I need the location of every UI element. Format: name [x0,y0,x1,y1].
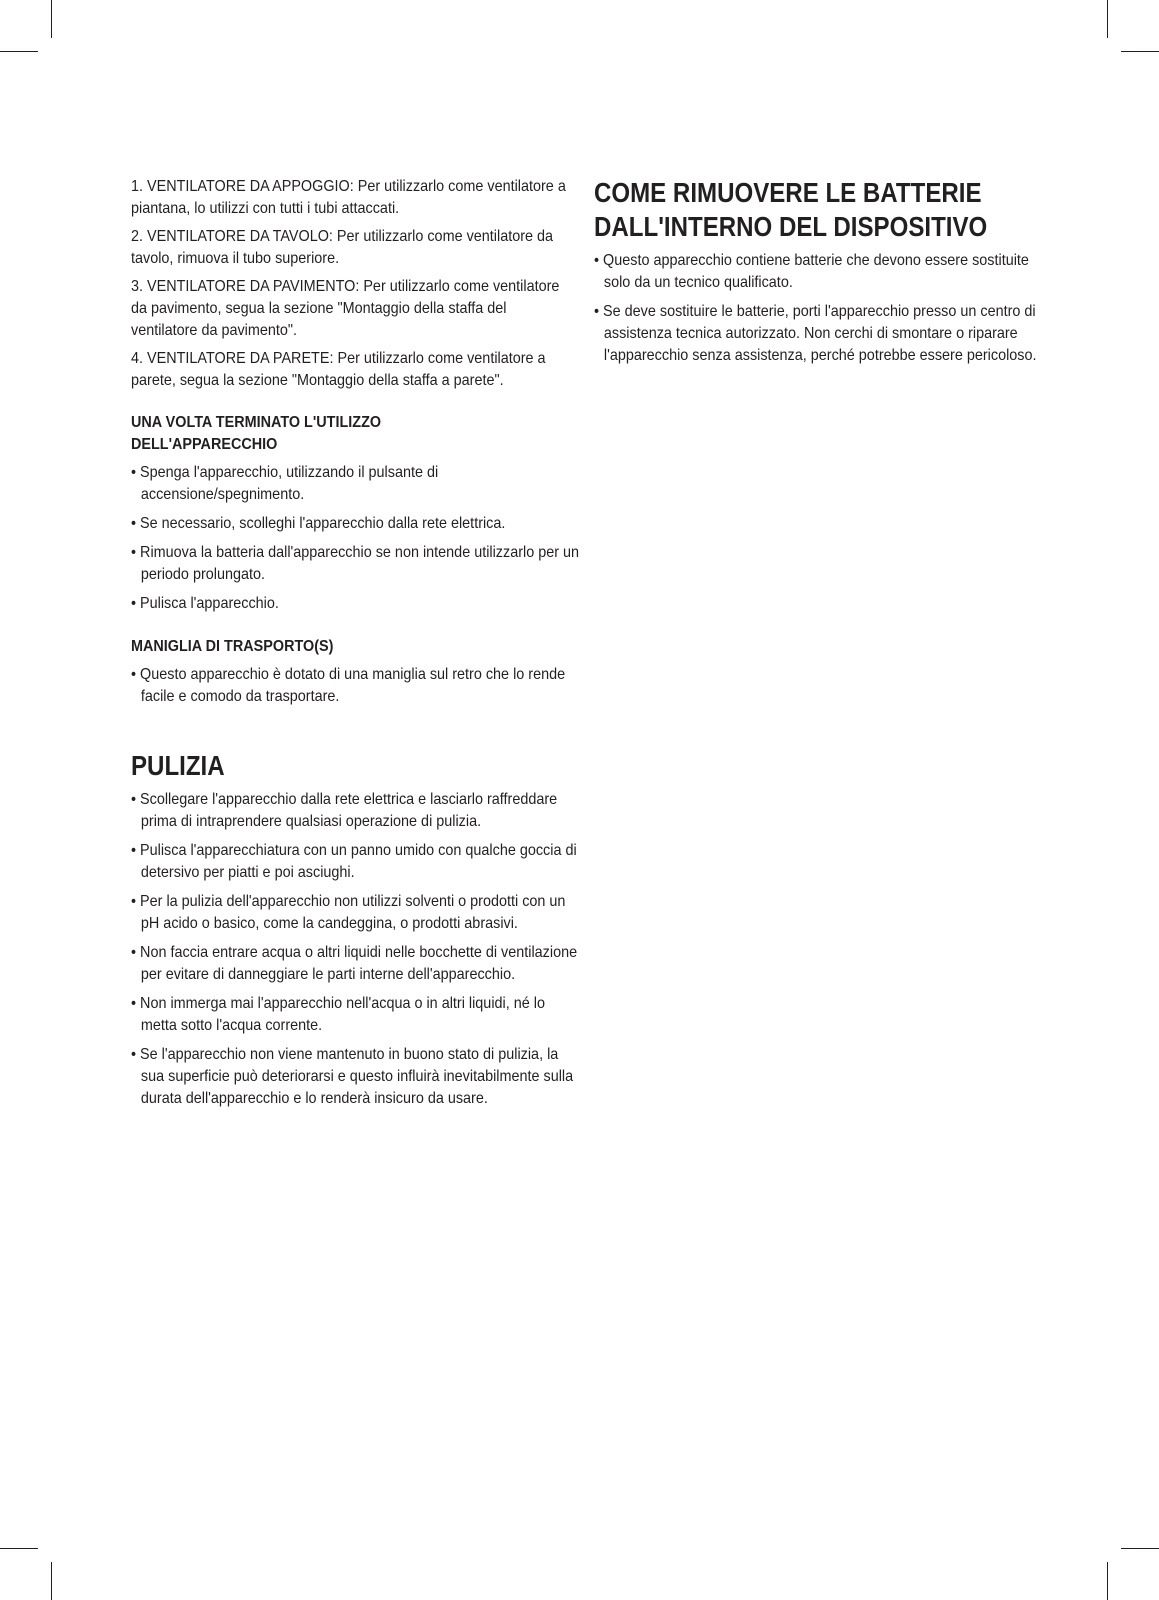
after-use-list [131,462,580,615]
right-column [594,176,1037,374]
list-item: • Se l'apparecchio non viene mantenuto in buono stato di pulizia, la sua superficie può deteriorarsi e questo influirà inevitabilmente sulla durata dell'apparecchio e lo renderà insicuro da usare. [131,1044,580,1110]
crop-mark [0,1548,38,1549]
list-item: • Spenga l'apparecchio, utilizzando il pulsante di accensione/spegnimento. [131,462,580,506]
list-item: • Se deve sostituire le batterie, porti l'apparecchio presso un centro di assistenza tecnica autorizzato. Non cerchi di smontare o riparare l'apparecchio senza assistenza, perché potrebbe essere pericoloso. [594,301,1043,367]
cleaning-list [131,789,578,1110]
crop-mark [1121,51,1159,52]
crop-mark [51,1562,52,1600]
crop-mark [0,51,38,52]
list-item: • Rimuova la batteria dall'apparecchio se non intende utilizzarlo per un periodo prolungato. [131,542,580,586]
mode-floor: 3. VENTILATORE DA PAVIMENTO: Per utilizzarlo come ventilatore da pavimento, segua la sezione "Montaggio della staffa del ventilatore da pavimento". [131,278,560,339]
list-item: • Questo apparecchio è dotato di una maniglia sul retro che lo rende facile e comodo da trasportare. [131,664,580,708]
left-column [131,176,580,1117]
handle-list [131,664,571,708]
list-item: • Per la pulizia dell'apparecchio non utilizzi solventi o prodotti con un pH acido o basico, come la candeggina, o prodotti abrasivi. [131,891,580,935]
handle-heading: MANIGLIA DI TRASPORTO(S) [131,638,334,655]
list-item: • Non immerga mai l'apparecchio nell'acqua o in altri liquidi, né lo metta sotto l'acqua corrente. [131,993,580,1037]
list-item: • Pulisca l'apparecchiatura con un panno umido con qualche goccia di detersivo per piatti e poi asciughi. [131,840,580,884]
crop-mark [1121,1548,1159,1549]
list-item: • Se necessario, scolleghi l'apparecchio dalla rete elettrica. [131,513,580,535]
mode-wall: 4. VENTILATORE DA PARETE: Per utilizzarlo come ventilatore a parete, segua la sezione "Montaggio della staffa a parete". [131,350,546,389]
mode-table: 2. VENTILATORE DA TAVOLO: Per utilizzarlo come ventilatore da tavolo, rimuova il tubo superiore. [131,228,554,267]
crop-mark [1107,0,1108,38]
batteries-list [594,250,1037,367]
list-item: • Pulisca l'apparecchio. [131,593,580,615]
list-item: • Scollegare l'apparecchio dalla rete elettrica e lasciarlo raffreddare prima di intraprendere qualsiasi operazione di pulizia. [131,789,580,833]
list-item: • Questo apparecchio contiene batterie che devono essere sostituite solo da un tecnico qualificato. [594,250,1043,294]
mode-standing: 1. VENTILATORE DA APPOGGIO: Per utilizzarlo come ventilatore a piantana, lo utilizzi con tutti i tubi attaccati. [131,178,566,217]
after-use-heading: UNA VOLTA TERMINATO L'UTILIZZO DELL'APPARECCHIO [131,414,382,453]
list-item: • Non faccia entrare acqua o altri liquidi nelle bocchette di ventilazione per evitare di danneggiare le parti interne dell'apparecchio. [131,942,580,986]
crop-mark [51,0,52,38]
cleaning-heading: PULIZIA [131,750,225,781]
batteries-heading: COME RIMUOVERE LE BATTERIE DALL'INTERNO DEL DISPOSITIVO [594,177,988,242]
crop-mark [1107,1562,1108,1600]
